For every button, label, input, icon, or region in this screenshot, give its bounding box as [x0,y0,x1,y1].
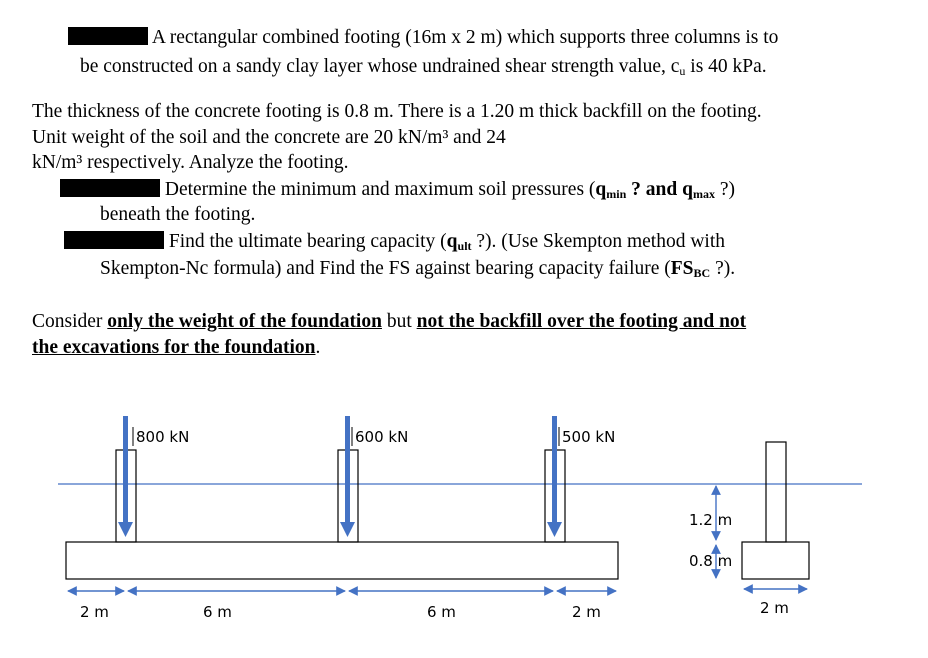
paragraph-2-line-2: Unit weight of the soil and the concrete are 20 kN/m³ and 24 [32,127,506,148]
problem-line-1: A rectangular combined footing (16m x 2 m) which supports three columns is to [68,26,778,50]
backfill-depth-label: 1.2 m [689,511,733,529]
span-label-1: 2 m [80,603,109,621]
footing-diagram [0,400,928,658]
question-2-line-1: Find the ultimate bearing capacity ($q_{ult}$ ?). (Use Skempton method with [64,230,725,258]
load-label-2: 600 kN [355,428,409,446]
redaction-block [60,179,160,197]
load-label-1: 800 kN [136,428,190,446]
load-arrow-1 [118,416,133,537]
section-footing [742,542,809,579]
redaction-block [68,27,148,45]
load-arrow-2 [340,416,355,537]
paragraph-2-line-1: The thickness of the concrete footing is 0.8 m. There is a 1.20 m thick backfill on the footing. [32,101,762,122]
section-column [766,442,786,542]
consider-line-2: the excavations for the foundation. [32,337,321,358]
footing-thickness-label: 0.8 m [689,552,733,570]
section-width-label: 2 m [760,599,789,617]
span-label-4: 2 m [572,603,601,621]
load-arrow-3 [547,416,562,537]
load-label-3: 500 kN [562,428,616,446]
question-2-line-2: Skempton-Nc formula) and Find the FS against bearing capacity failure ($FS_{BC}$ ?). [100,258,736,280]
footing-elevation [66,542,618,579]
problem-line-2: be constructed on a sandy clay layer whose undrained shear strength value, $c_u$ is 40 kPa. [80,56,767,78]
question-1-line-1: Determine the minimum and maximum soil pressures ($q_{min}$ ? and $q_{max}$ ?) [60,178,735,206]
span-label-3: 6 m [427,603,456,621]
span-label-2: 6 m [203,603,232,621]
question-1-line-2: beneath the footing. [100,204,256,225]
consider-line-1: Consider only the weight of the foundation but not the backfill over the footing and not [32,311,747,332]
redaction-block [64,231,164,249]
paragraph-2-line-3: kN/m³ respectively. Analyze the footing. [32,152,349,173]
